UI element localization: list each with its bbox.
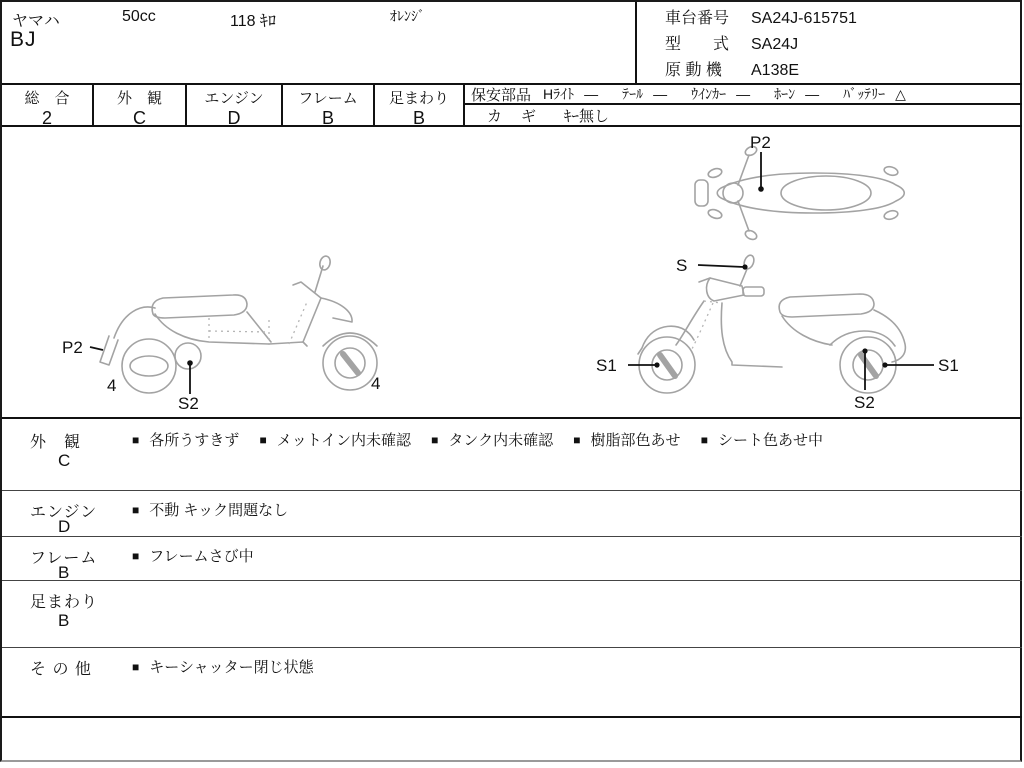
grade-value: C — [133, 108, 146, 128]
safety-item-status: — — [736, 86, 751, 102]
defect-item — [573, 432, 680, 449]
scooter-top-view-diagram — [688, 130, 928, 252]
row-grade: B — [58, 563, 70, 582]
grade-cell-undercarriage — [375, 85, 465, 127]
defect-text: メットイン内未確認 — [276, 432, 411, 449]
row-label: 外 観 — [30, 434, 82, 451]
comment-row-engine — [2, 491, 1022, 537]
row-comments — [132, 656, 1012, 679]
safety-parts-box — [465, 85, 1022, 127]
chassis-number-value: SA24J-615751 — [751, 10, 857, 27]
safety-parts-row — [465, 85, 1022, 105]
defect-text: 各所うすきず — [149, 432, 240, 449]
key-label: カ ギ — [487, 107, 539, 125]
safety-item-status: — — [653, 86, 668, 102]
damage-label-s: S — [676, 256, 688, 275]
safety-item-winker — [691, 84, 774, 104]
grade-value: 2 — [41, 108, 52, 128]
defect-item — [259, 432, 411, 449]
defect-item — [132, 659, 314, 676]
front-fender-shape — [695, 180, 708, 206]
seat-shape — [152, 295, 247, 318]
comment-row-frame — [2, 537, 1022, 581]
safety-item-status: — — [584, 86, 599, 102]
model-name: BJ — [10, 28, 37, 51]
s1-front-marker-dot — [654, 362, 659, 367]
defect-bullet: ■ — [132, 660, 140, 674]
type-value: SA24J — [751, 36, 799, 53]
row-comments — [132, 499, 1012, 522]
s2-marker-dot — [862, 348, 867, 353]
comment-row-undercarriage — [2, 581, 1022, 648]
comment-row-exterior — [2, 421, 1022, 491]
body-outline — [717, 173, 904, 213]
s-marker-dot — [742, 264, 747, 269]
damage-label-p2: P2 — [750, 133, 771, 152]
defect-text: タンク内未確認 — [448, 432, 554, 449]
defect-text: 不動 キック問題なし — [149, 502, 289, 519]
type-label: 型 式 — [665, 36, 730, 53]
grade-value: D — [227, 108, 241, 128]
comment-row-other — [2, 648, 1022, 718]
mirror-shape — [318, 255, 331, 271]
grade-label: 外 観 — [116, 90, 162, 107]
type-row — [665, 32, 1022, 58]
handlebar-shape — [707, 278, 744, 301]
defect-item — [431, 432, 553, 449]
grade-label: フレーム — [298, 90, 358, 107]
maker-name: ヤマハ — [12, 13, 60, 30]
defect-bullet: ■ — [573, 433, 581, 447]
registration-box — [635, 2, 1022, 85]
p2-marker-dot — [758, 186, 764, 192]
safety-item-horn — [774, 84, 843, 104]
defect-bullet: ■ — [700, 433, 708, 447]
grade-cell-engine — [187, 85, 283, 127]
safety-item-battery — [843, 84, 930, 104]
row-label: エンジン — [30, 504, 98, 521]
header-band — [2, 2, 1022, 85]
defect-item — [701, 432, 823, 449]
safety-parts-title: 保安部品 — [471, 86, 532, 104]
scooter-left-side-diagram — [57, 252, 402, 414]
damage-label-s2: S2 — [854, 393, 875, 412]
grade-value: B — [412, 108, 425, 128]
tire-grade-right: 4 — [371, 374, 381, 393]
engine-code-row — [665, 58, 1022, 84]
seat-shape — [779, 294, 874, 317]
row-grade: B — [58, 611, 70, 630]
defect-item — [132, 432, 239, 449]
grade-label: 総 合 — [24, 90, 70, 107]
defect-text: キーシャッター閉じ状態 — [149, 659, 314, 676]
safety-item-status: △ — [895, 85, 906, 102]
s2-marker-dot — [187, 360, 193, 366]
defect-bullet: ■ — [431, 433, 439, 447]
row-comments — [132, 545, 1012, 568]
grade-band — [2, 85, 1022, 127]
defect-text: フレームさび中 — [149, 548, 254, 565]
row-comments — [132, 429, 1012, 452]
engine-code-label: 原 動 機 — [665, 62, 722, 79]
chassis-number-label: 車台番号 — [665, 10, 730, 27]
safety-item-name: ﾊﾞｯﾃﾘｰ — [843, 86, 886, 102]
defect-text: 樹脂部色あせ — [590, 432, 681, 449]
empty-footer-row — [2, 718, 1022, 760]
safety-item-status: — — [805, 86, 820, 102]
defect-text: シート色あせ中 — [717, 432, 823, 449]
defect-bullet: ■ — [132, 433, 140, 447]
row-label: そ の 他 — [30, 661, 92, 678]
grade-value: B — [321, 108, 334, 128]
diagram-band — [2, 127, 1022, 419]
defect-item — [132, 548, 254, 565]
muffler-shape — [175, 343, 201, 369]
safety-item-headlight — [543, 84, 622, 104]
key-row — [465, 105, 1022, 125]
safety-item-taillight — [622, 84, 691, 104]
grade-label: エンジン — [204, 90, 264, 107]
damage-label-p2: P2 — [62, 338, 83, 357]
tire-grade-left: 4 — [107, 376, 117, 395]
body-color: ｵﾚﾝｼﾞ — [390, 8, 425, 24]
row-label: フレーム — [30, 550, 98, 567]
defect-bullet: ■ — [259, 433, 267, 447]
row-grade: C — [58, 451, 71, 470]
damage-label-s1-rear: S1 — [938, 356, 959, 375]
damage-label-s1-front: S1 — [596, 356, 617, 375]
mileage: 118 ｷﾛ — [230, 13, 276, 30]
safety-item-name: ｳｲﾝｶｰ — [691, 86, 727, 102]
damage-label-s2: S2 — [178, 394, 199, 413]
defect-item — [132, 502, 288, 519]
grade-label: 足まわり — [388, 90, 449, 107]
s1-rear-marker-dot — [882, 362, 887, 367]
seat-shape — [781, 176, 871, 210]
engine-code-value: A138E — [751, 62, 800, 79]
chassis-number-row — [665, 6, 1022, 32]
safety-item-name: ﾎｰﾝ — [774, 86, 796, 102]
defect-bullet: ■ — [132, 549, 140, 563]
safety-item-name: ﾃｰﾙ — [622, 86, 644, 102]
scooter-right-side-diagram — [592, 248, 972, 416]
safety-item-name: Hﾗｲﾄ — [543, 86, 575, 102]
row-grade: D — [58, 517, 71, 536]
grade-cell-overall — [2, 85, 94, 127]
grade-cell-frame — [283, 85, 375, 127]
defect-bullet: ■ — [132, 503, 140, 517]
displacement: 50cc — [122, 8, 156, 25]
grade-cell-exterior — [94, 85, 187, 127]
row-label: 足まわり — [30, 594, 99, 611]
key-value: ｷｰ無し — [564, 107, 610, 125]
